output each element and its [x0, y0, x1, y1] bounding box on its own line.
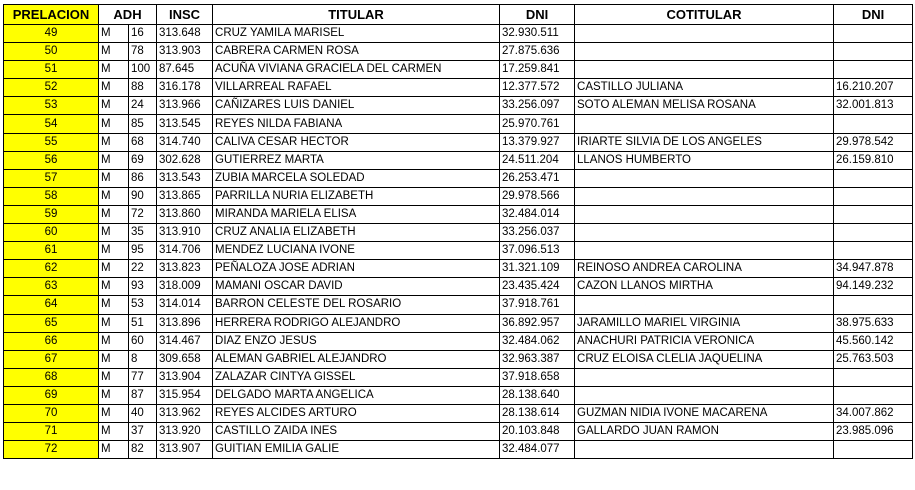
prelacion-cell: 60 — [4, 224, 99, 242]
dni-cell: 32.484.014 — [500, 205, 575, 223]
adh-number-cell: 53 — [129, 296, 157, 314]
cotitular-cell — [575, 25, 834, 43]
table-row — [4, 187, 913, 205]
prelacion-cell: 66 — [4, 332, 99, 350]
table-row — [4, 151, 913, 169]
titular-cell: CABRERA CARMEN ROSA — [213, 43, 500, 61]
cotitular-cell: LLANOS HUMBERTO — [575, 151, 834, 169]
cotitular-cell — [575, 61, 834, 79]
adh-cell: M — [99, 205, 129, 223]
adh-cell: M — [99, 423, 129, 441]
insc-cell: 313.904 — [157, 368, 213, 386]
cotitular-cell: ANACHURI PATRICIA VERONICA — [575, 332, 834, 350]
dni-cotitular-cell — [834, 224, 913, 242]
dni-cotitular-cell — [834, 25, 913, 43]
adh-cell: M — [99, 43, 129, 61]
adh-number-cell: 100 — [129, 61, 157, 79]
prelacion-cell: 55 — [4, 133, 99, 151]
adh-cell: M — [99, 278, 129, 296]
prelacion-cell: 65 — [4, 314, 99, 332]
dni-cotitular-cell — [834, 296, 913, 314]
titular-cell: REYES NILDA FABIANA — [213, 115, 500, 133]
insc-cell: 313.962 — [157, 404, 213, 422]
dni-cotitular-cell — [834, 242, 913, 260]
insc-cell: 313.865 — [157, 187, 213, 205]
dni-cell: 28.138.640 — [500, 386, 575, 404]
table-row — [4, 97, 913, 115]
adh-cell: M — [99, 350, 129, 368]
cotitular-cell: CRUZ ELOISA CLELIA JAQUELINA — [575, 350, 834, 368]
prelacion-cell: 50 — [4, 43, 99, 61]
prelacion-cell: 69 — [4, 386, 99, 404]
insc-cell: 309.658 — [157, 350, 213, 368]
adh-cell: M — [99, 242, 129, 260]
dni-cell: 37.918.658 — [500, 368, 575, 386]
header-prelacion: PRELACION — [4, 5, 99, 25]
dni-cell: 17.259.841 — [500, 61, 575, 79]
cotitular-cell — [575, 441, 834, 459]
adh-number-cell: 51 — [129, 314, 157, 332]
dni-cell: 28.138.614 — [500, 404, 575, 422]
prelacion-cell: 52 — [4, 79, 99, 97]
table-row — [4, 386, 913, 404]
adh-cell: M — [99, 404, 129, 422]
insc-cell: 315.954 — [157, 386, 213, 404]
cotitular-cell: REINOSO ANDREA CAROLINA — [575, 260, 834, 278]
prelacion-table — [3, 4, 913, 459]
table-row — [4, 296, 913, 314]
adh-cell: M — [99, 296, 129, 314]
cotitular-cell — [575, 224, 834, 242]
adh-number-cell: 40 — [129, 404, 157, 422]
adh-cell: M — [99, 79, 129, 97]
adh-cell: M — [99, 151, 129, 169]
header-dni-cotitular: DNI — [834, 5, 913, 25]
adh-number-cell: 90 — [129, 187, 157, 205]
adh-cell: M — [99, 187, 129, 205]
adh-number-cell: 37 — [129, 423, 157, 441]
titular-cell: PARRILLA NURIA ELIZABETH — [213, 187, 500, 205]
titular-cell: ZUBIA MARCELA SOLEDAD — [213, 169, 500, 187]
adh-number-cell: 8 — [129, 350, 157, 368]
adh-cell: M — [99, 115, 129, 133]
table-row — [4, 61, 913, 79]
adh-cell: M — [99, 386, 129, 404]
dni-cotitular-cell — [834, 43, 913, 61]
adh-number-cell: 60 — [129, 332, 157, 350]
titular-cell: CASTILLO ZAIDA INES — [213, 423, 500, 441]
titular-cell: DIAZ ENZO JESUS — [213, 332, 500, 350]
table-row — [4, 332, 913, 350]
dni-cotitular-cell: 45.560.142 — [834, 332, 913, 350]
adh-number-cell: 86 — [129, 169, 157, 187]
header-dni: DNI — [500, 5, 575, 25]
table-row — [4, 133, 913, 151]
dni-cotitular-cell: 29.978.542 — [834, 133, 913, 151]
dni-cell: 37.918.761 — [500, 296, 575, 314]
titular-cell: MIRANDA MARIELA ELISA — [213, 205, 500, 223]
table-row — [4, 205, 913, 223]
adh-number-cell: 72 — [129, 205, 157, 223]
adh-number-cell: 82 — [129, 441, 157, 459]
prelacion-cell: 59 — [4, 205, 99, 223]
cotitular-cell — [575, 386, 834, 404]
adh-number-cell: 16 — [129, 25, 157, 43]
cotitular-cell: SOTO ALEMAN MELISA ROSANA — [575, 97, 834, 115]
insc-cell: 313.910 — [157, 224, 213, 242]
cotitular-cell: JARAMILLO MARIEL VIRGINIA — [575, 314, 834, 332]
table-row — [4, 260, 913, 278]
table-row — [4, 441, 913, 459]
titular-cell: MAMANI OSCAR DAVID — [213, 278, 500, 296]
titular-cell: CALIVA CESAR HECTOR — [213, 133, 500, 151]
header-titular: TITULAR — [213, 5, 500, 25]
insc-cell: 313.648 — [157, 25, 213, 43]
insc-cell: 313.907 — [157, 441, 213, 459]
prelacion-cell: 51 — [4, 61, 99, 79]
dni-cell: 13.379.927 — [500, 133, 575, 151]
prelacion-cell: 61 — [4, 242, 99, 260]
dni-cell: 32.930.511 — [500, 25, 575, 43]
prelacion-cell: 63 — [4, 278, 99, 296]
adh-cell: M — [99, 61, 129, 79]
insc-cell: 314.467 — [157, 332, 213, 350]
adh-cell: M — [99, 441, 129, 459]
dni-cotitular-cell — [834, 441, 913, 459]
dni-cotitular-cell — [834, 115, 913, 133]
table-row — [4, 43, 913, 61]
dni-cotitular-cell: 34.947.878 — [834, 260, 913, 278]
insc-cell: 318.009 — [157, 278, 213, 296]
adh-number-cell: 93 — [129, 278, 157, 296]
table-row — [4, 314, 913, 332]
dni-cell: 23.435.424 — [500, 278, 575, 296]
cotitular-cell — [575, 115, 834, 133]
dni-cotitular-cell: 25.763.503 — [834, 350, 913, 368]
insc-cell: 313.823 — [157, 260, 213, 278]
dni-cell: 32.484.077 — [500, 441, 575, 459]
adh-number-cell: 95 — [129, 242, 157, 260]
titular-cell: CRUZ YAMILA MARISEL — [213, 25, 500, 43]
dni-cotitular-cell: 26.159.810 — [834, 151, 913, 169]
dni-cotitular-cell: 23.985.096 — [834, 423, 913, 441]
insc-cell: 314.740 — [157, 133, 213, 151]
insc-cell: 313.545 — [157, 115, 213, 133]
titular-cell: BARRON CELESTE DEL ROSARIO — [213, 296, 500, 314]
adh-cell: M — [99, 224, 129, 242]
insc-cell: 313.543 — [157, 169, 213, 187]
titular-cell: CRUZ ANALIA ELIZABETH — [213, 224, 500, 242]
dni-cotitular-cell: 32.001.813 — [834, 97, 913, 115]
cotitular-cell — [575, 43, 834, 61]
titular-cell: MENDEZ LUCIANA IVONE — [213, 242, 500, 260]
header-row — [4, 5, 913, 25]
adh-cell: M — [99, 97, 129, 115]
prelacion-cell: 71 — [4, 423, 99, 441]
prelacion-cell: 64 — [4, 296, 99, 314]
dni-cotitular-cell — [834, 205, 913, 223]
table-row — [4, 368, 913, 386]
cotitular-cell — [575, 296, 834, 314]
cotitular-cell — [575, 205, 834, 223]
dni-cell: 37.096.513 — [500, 242, 575, 260]
dni-cell: 32.963.387 — [500, 350, 575, 368]
adh-cell: M — [99, 25, 129, 43]
dni-cotitular-cell — [834, 386, 913, 404]
dni-cotitular-cell — [834, 61, 913, 79]
insc-cell: 313.966 — [157, 97, 213, 115]
insc-cell: 313.903 — [157, 43, 213, 61]
cotitular-cell: GUZMAN NIDIA IVONE MACARENA — [575, 404, 834, 422]
prelacion-cell: 56 — [4, 151, 99, 169]
titular-cell: ACUÑA VIVIANA GRACIELA DEL CARMEN — [213, 61, 500, 79]
adh-number-cell: 85 — [129, 115, 157, 133]
table-row — [4, 404, 913, 422]
dni-cell: 24.511.204 — [500, 151, 575, 169]
adh-number-cell: 78 — [129, 43, 157, 61]
prelacion-cell: 57 — [4, 169, 99, 187]
adh-cell: M — [99, 260, 129, 278]
adh-number-cell: 68 — [129, 133, 157, 151]
titular-cell: GUTIERREZ MARTA — [213, 151, 500, 169]
table-row — [4, 25, 913, 43]
insc-cell: 313.896 — [157, 314, 213, 332]
cotitular-cell — [575, 187, 834, 205]
dni-cotitular-cell: 16.210.207 — [834, 79, 913, 97]
adh-number-cell: 35 — [129, 224, 157, 242]
titular-cell: HERRERA RODRIGO ALEJANDRO — [213, 314, 500, 332]
dni-cell: 32.484.062 — [500, 332, 575, 350]
dni-cell: 29.978.566 — [500, 187, 575, 205]
header-cotitular: COTITULAR — [575, 5, 834, 25]
prelacion-cell: 72 — [4, 441, 99, 459]
dni-cotitular-cell: 38.975.633 — [834, 314, 913, 332]
header-adh: ADH — [99, 5, 157, 25]
prelacion-cell: 54 — [4, 115, 99, 133]
dni-cotitular-cell — [834, 169, 913, 187]
insc-cell: 314.014 — [157, 296, 213, 314]
insc-cell: 316.178 — [157, 79, 213, 97]
table-row — [4, 115, 913, 133]
dni-cell: 31.321.109 — [500, 260, 575, 278]
adh-cell: M — [99, 368, 129, 386]
prelacion-cell: 53 — [4, 97, 99, 115]
adh-number-cell: 24 — [129, 97, 157, 115]
dni-cell: 33.256.097 — [500, 97, 575, 115]
table-row — [4, 423, 913, 441]
table-row — [4, 350, 913, 368]
adh-number-cell: 77 — [129, 368, 157, 386]
table-row — [4, 278, 913, 296]
dni-cell: 20.103.848 — [500, 423, 575, 441]
table-row — [4, 169, 913, 187]
dni-cell: 36.892.957 — [500, 314, 575, 332]
dni-cell: 26.253.471 — [500, 169, 575, 187]
prelacion-cell: 67 — [4, 350, 99, 368]
dni-cell: 12.377.572 — [500, 79, 575, 97]
titular-cell: PEÑALOZA JOSE ADRIAN — [213, 260, 500, 278]
adh-number-cell: 87 — [129, 386, 157, 404]
titular-cell: VILLARREAL RAFAEL — [213, 79, 500, 97]
header-insc: INSC — [157, 5, 213, 25]
prelacion-cell: 49 — [4, 25, 99, 43]
adh-cell: M — [99, 169, 129, 187]
cotitular-cell — [575, 368, 834, 386]
table-row — [4, 224, 913, 242]
table-row — [4, 79, 913, 97]
insc-cell: 313.920 — [157, 423, 213, 441]
titular-cell: CAÑIZARES LUIS DANIEL — [213, 97, 500, 115]
adh-number-cell: 88 — [129, 79, 157, 97]
dni-cell: 33.256.037 — [500, 224, 575, 242]
cotitular-cell: GALLARDO JUAN RAMON — [575, 423, 834, 441]
prelacion-cell: 58 — [4, 187, 99, 205]
table-row — [4, 242, 913, 260]
dni-cotitular-cell — [834, 368, 913, 386]
adh-number-cell: 22 — [129, 260, 157, 278]
insc-cell: 87.645 — [157, 61, 213, 79]
adh-cell: M — [99, 332, 129, 350]
dni-cell: 25.970.761 — [500, 115, 575, 133]
adh-cell: M — [99, 133, 129, 151]
cotitular-cell: CASTILLO JULIANA — [575, 79, 834, 97]
prelacion-cell: 68 — [4, 368, 99, 386]
titular-cell: ZALAZAR CINTYA GISSEL — [213, 368, 500, 386]
titular-cell: DELGADO MARTA ANGELICA — [213, 386, 500, 404]
cotitular-cell: IRIARTE SILVIA DE LOS ANGELES — [575, 133, 834, 151]
dni-cotitular-cell — [834, 187, 913, 205]
dni-cotitular-cell: 34.007.862 — [834, 404, 913, 422]
cotitular-cell: CAZON LLANOS MIRTHA — [575, 278, 834, 296]
insc-cell: 302.628 — [157, 151, 213, 169]
titular-cell: REYES ALCIDES ARTURO — [213, 404, 500, 422]
dni-cotitular-cell: 94.149.232 — [834, 278, 913, 296]
adh-cell: M — [99, 314, 129, 332]
insc-cell: 314.706 — [157, 242, 213, 260]
prelacion-cell: 62 — [4, 260, 99, 278]
titular-cell: ALEMAN GABRIEL ALEJANDRO — [213, 350, 500, 368]
cotitular-cell — [575, 169, 834, 187]
insc-cell: 313.860 — [157, 205, 213, 223]
dni-cell: 27.875.636 — [500, 43, 575, 61]
adh-number-cell: 69 — [129, 151, 157, 169]
cotitular-cell — [575, 242, 834, 260]
prelacion-cell: 70 — [4, 404, 99, 422]
titular-cell: GUITIAN EMILIA GALIE — [213, 441, 500, 459]
